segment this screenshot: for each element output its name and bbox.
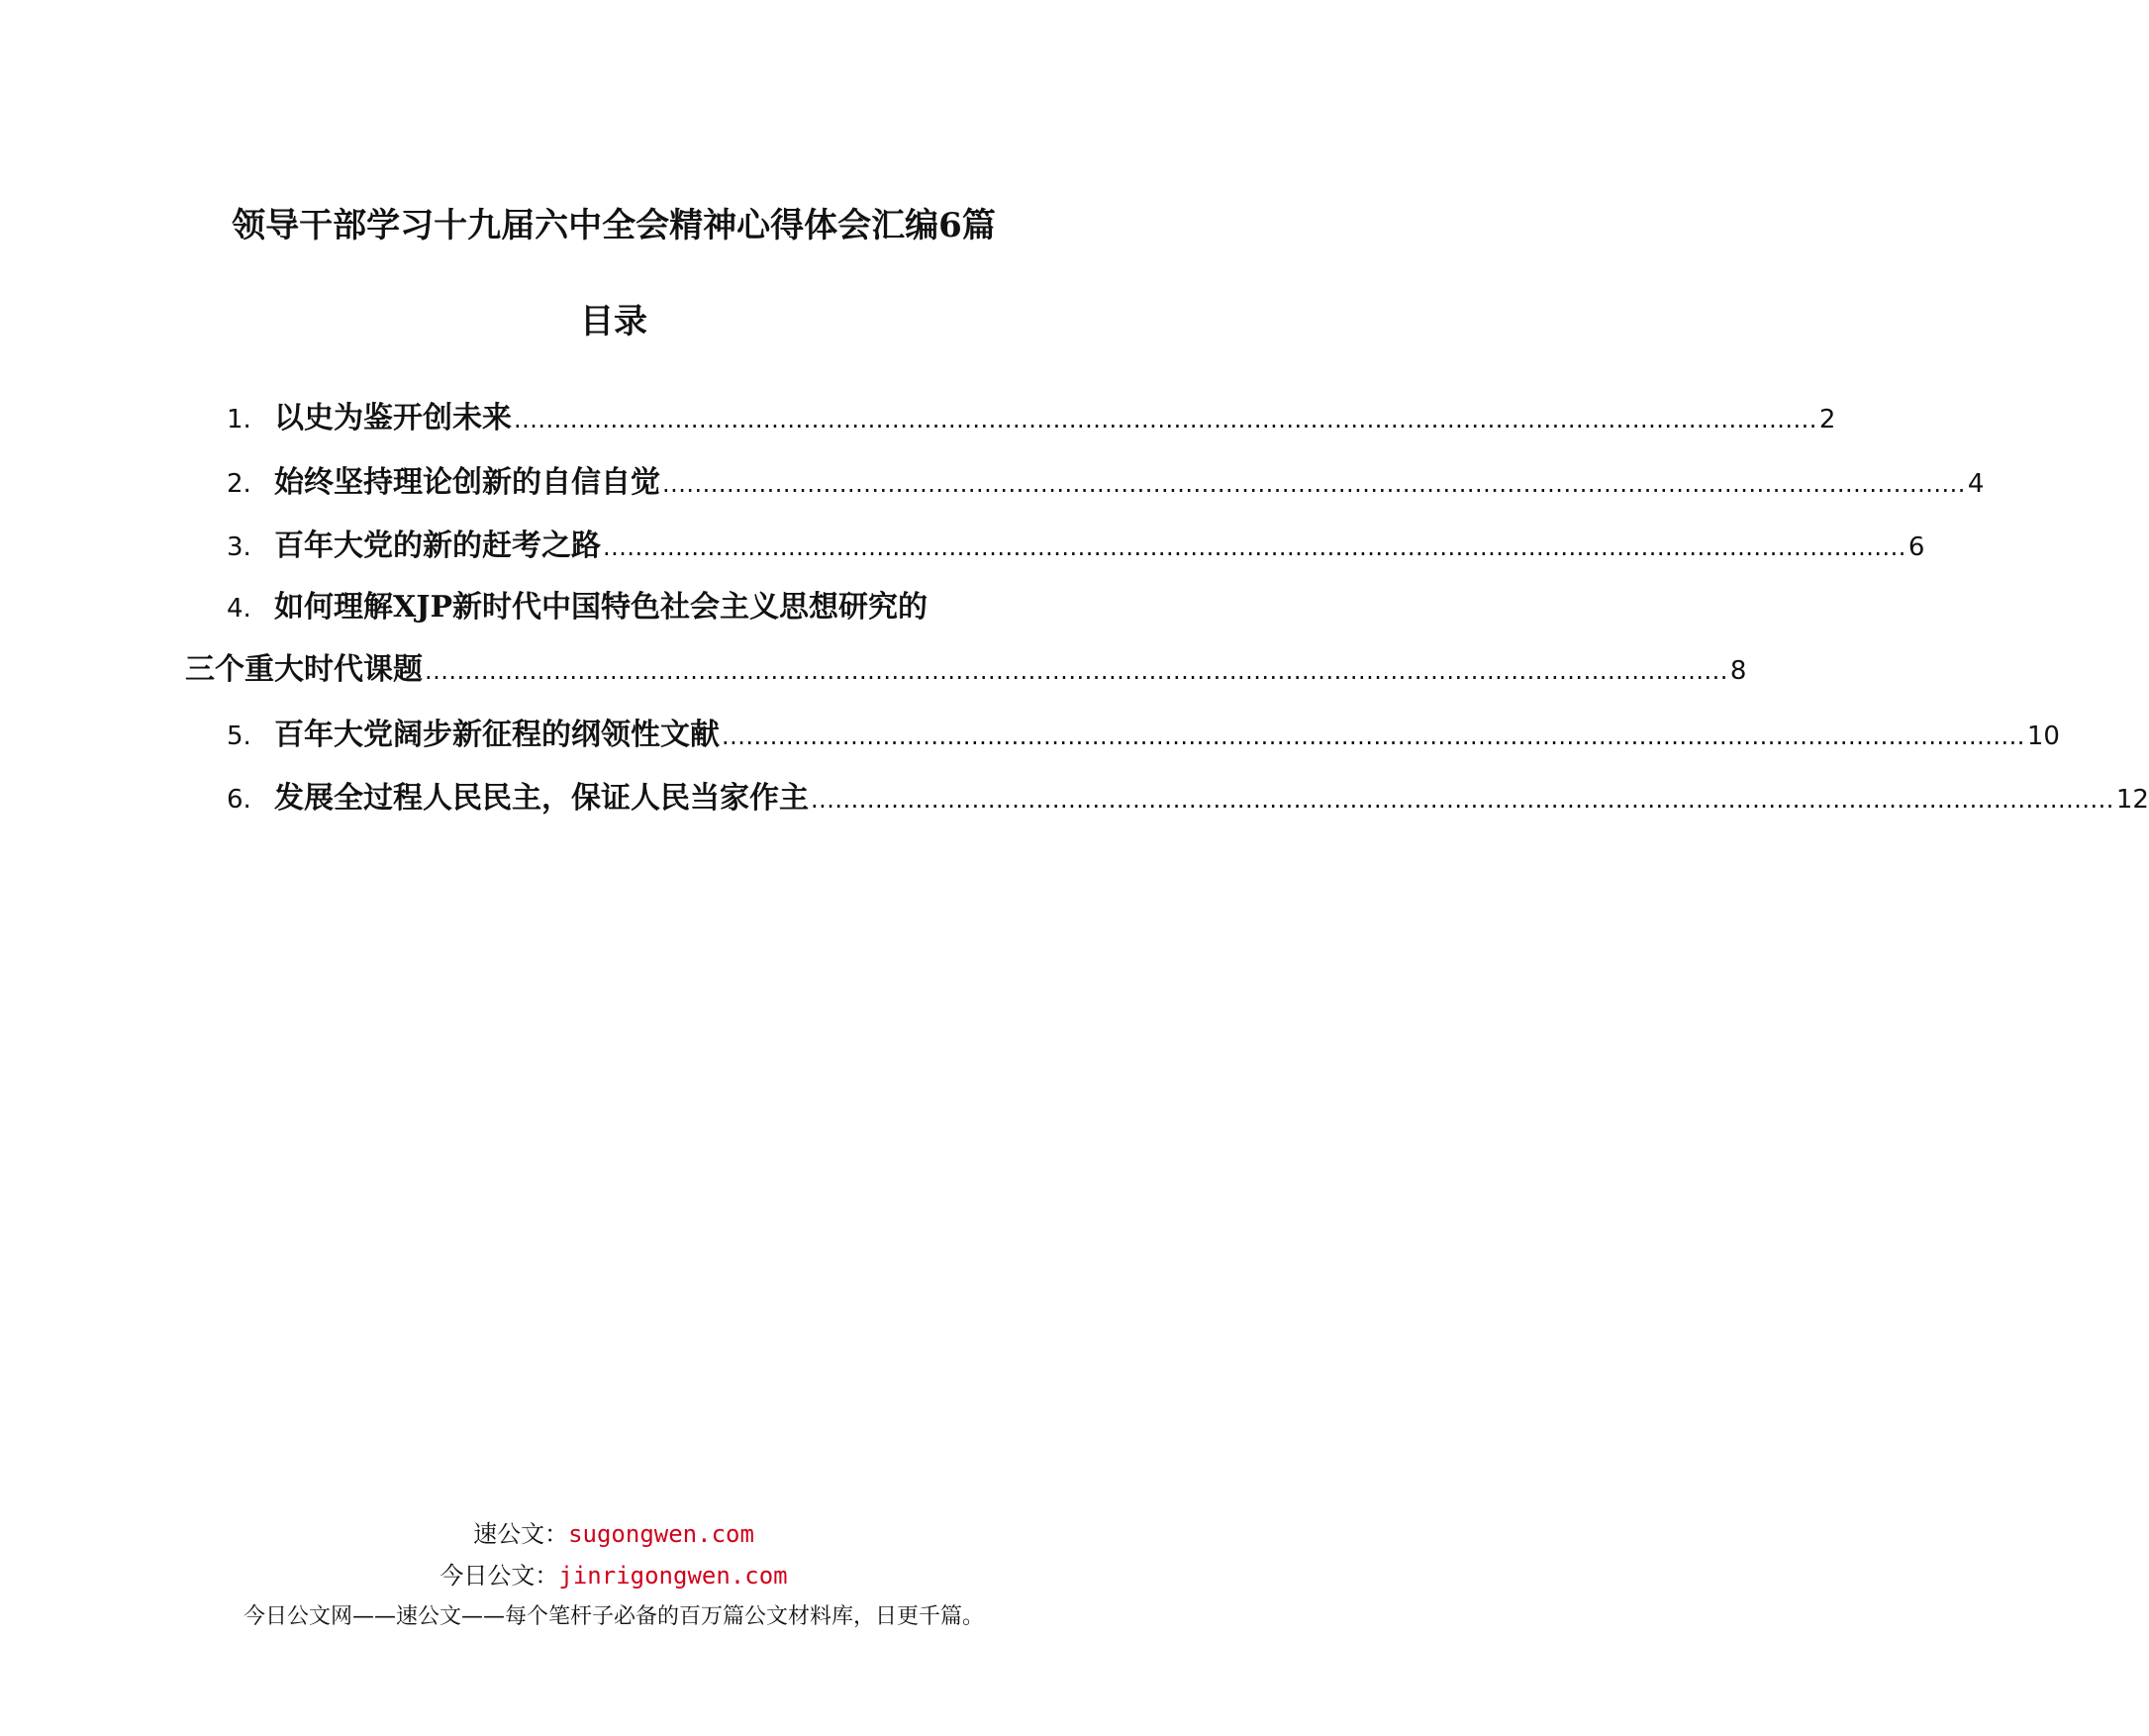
document-title: 领导干部学习十九届六中全会精神心得体会汇编6篇: [232, 206, 996, 245]
footer-label: 速公文：: [473, 1520, 569, 1548]
toc-entry-1[interactable]: [185, 394, 1836, 443]
toc-entry-title: 如何理解XJP新时代中国特色社会主义思想研究的: [274, 590, 928, 625]
footer-label: 今日公文：: [440, 1562, 559, 1590]
toc-entry-4-continuation[interactable]: [185, 645, 1747, 695]
toc-entry-number: 6.: [227, 785, 251, 815]
toc-entry-page: 8: [1729, 656, 1747, 686]
footer-link-jinrigongwen[interactable]: jinrigongwen.com: [558, 1562, 788, 1590]
toc-leader-dots: ..................................................................................................................................................................: [425, 657, 1728, 685]
footer-slogan: 今日公文网——速公文——每个笔杆子必备的百万篇公文材料库，日更千篇。: [243, 1604, 984, 1629]
toc-entry-page: 6: [1907, 532, 1925, 562]
toc-entry-page: 10: [2026, 722, 2060, 751]
toc-entry-number: 1.: [227, 405, 251, 434]
toc-entry-number: 3.: [227, 532, 251, 562]
toc-entry-2[interactable]: [185, 458, 1985, 508]
toc-entry-5[interactable]: [185, 711, 2060, 760]
toc-entry-page: 12: [2115, 785, 2149, 815]
toc-entry-title: 百年大党的新的赶考之路: [274, 529, 601, 563]
toc-entry-page: 4: [1967, 469, 1985, 499]
toc-heading: 目录: [580, 302, 647, 341]
toc-entry-title: 始终坚持理论创新的自信自觉: [274, 465, 660, 500]
toc-entry-number: 2.: [227, 469, 251, 499]
toc-entry-4[interactable]: [185, 583, 1103, 632]
toc-entry-title: 以史为鉴开创未来: [274, 401, 512, 435]
footer-line-1: [0, 1514, 1227, 1554]
toc-entry-title: 百年大党阔步新征程的纲领性文献: [274, 718, 720, 752]
toc-entry-3[interactable]: [185, 522, 1925, 571]
toc-entry-title: 发展全过程人民民主，保证人民当家作主: [274, 781, 809, 816]
toc-leader-dots: ..................................................................................................................................................................: [722, 723, 2025, 750]
toc-entry-6[interactable]: [185, 774, 2149, 823]
toc-leader-dots: ..................................................................................................................................................................: [811, 786, 2114, 814]
toc-entry-title-continuation: 三个重大时代课题: [185, 652, 423, 687]
toc-leader-dots: ..................................................................................................................................................................: [662, 470, 1966, 498]
toc-leader-dots: ..................................................................................................................................................................: [514, 406, 1817, 434]
footer-link-sugongwen[interactable]: sugongwen.com: [568, 1520, 754, 1548]
toc-entry-number: 5.: [227, 722, 251, 751]
toc-entry-page: 2: [1818, 405, 1836, 434]
toc-leader-dots: ..................................................................................................................................................................: [603, 533, 1906, 561]
footer-line-2: [0, 1556, 1227, 1595]
toc-entry-number: 4.: [227, 594, 251, 624]
